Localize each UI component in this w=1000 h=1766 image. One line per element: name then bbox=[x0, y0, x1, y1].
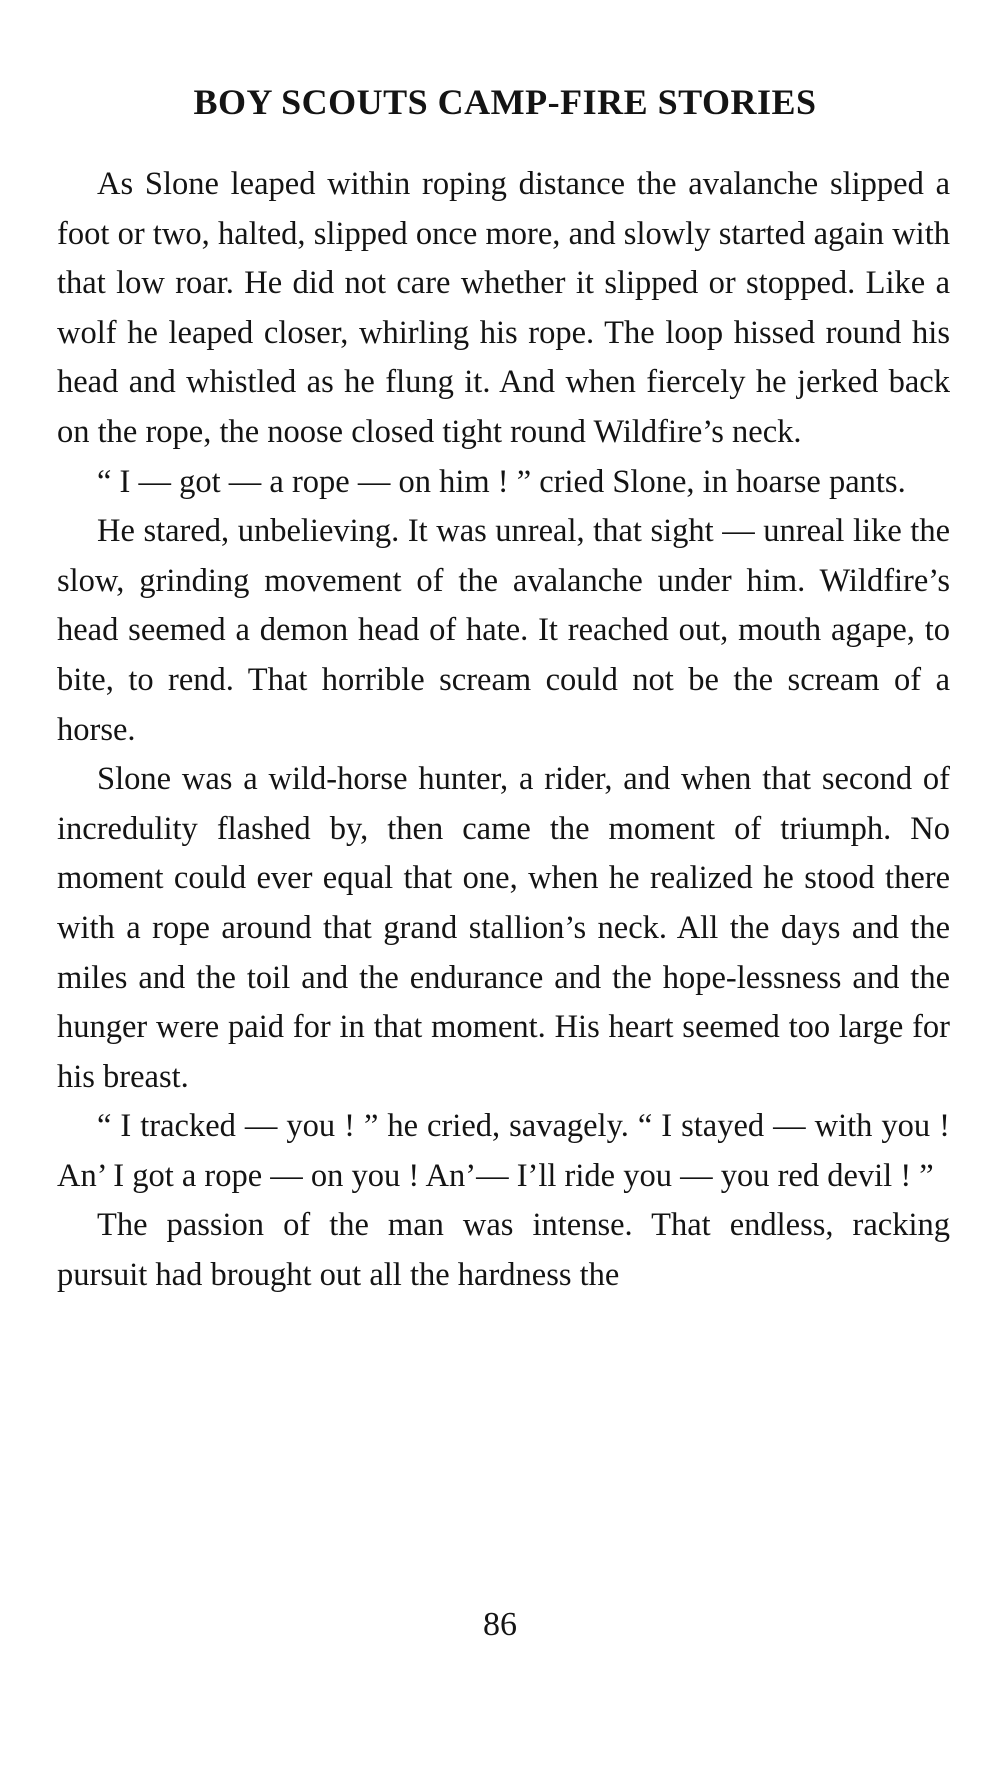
paragraph: He stared, unbelieving. It was unreal, that sight — unreal like the slow, grinding movement of the avalanche under him. Wildfire’s head seemed a demon head of hate. It reached out, mouth agape, to bite, to rend. That horrible scream could not be the scream of a horse. bbox=[57, 513, 950, 748]
paragraph: “ I tracked — you ! ” he cried, savagely. “ I stayed — with you ! An’ I got a rope — on you ! An’— I’ll ride you — you red devil ! ” bbox=[57, 1108, 950, 1194]
paragraph: As Slone leaped within roping distance the avalanche slipped a foot or two, halted, slipped once more, and slowly started again with that low roar. He did not care whether it slipped or stopped. Like a wolf he leaped closer, whirling his rope. The loop hissed round his head and whistled as he flung it. And when fiercely he jerked back on the rope, the noose closed tight round Wildfire’s neck. bbox=[57, 166, 950, 450]
paragraph: Slone was a wild-horse hunter, a rider, and when that second of incredulity flashed by, then came the moment of triumph. No moment could ever equal that one, when he realized he stood there with a rope around that grand stallion’s neck. All the days and the miles and the toil and the endurance and the hope-lessness and the hunger were paid for in that moment. His heart seemed too large for his breast. bbox=[57, 761, 950, 1095]
body-text bbox=[57, 160, 950, 1301]
paragraph: “ I — got — a rope — on him ! ” cried Slone, in hoarse pants. bbox=[97, 463, 906, 500]
paragraph: The passion of the man was intense. That endless, racking pursuit had brought out all the hardness the bbox=[57, 1207, 950, 1294]
page-number: 86 bbox=[483, 1606, 517, 1643]
running-head: BOY SCOUTS CAMP-FIRE STORIES bbox=[193, 82, 817, 122]
